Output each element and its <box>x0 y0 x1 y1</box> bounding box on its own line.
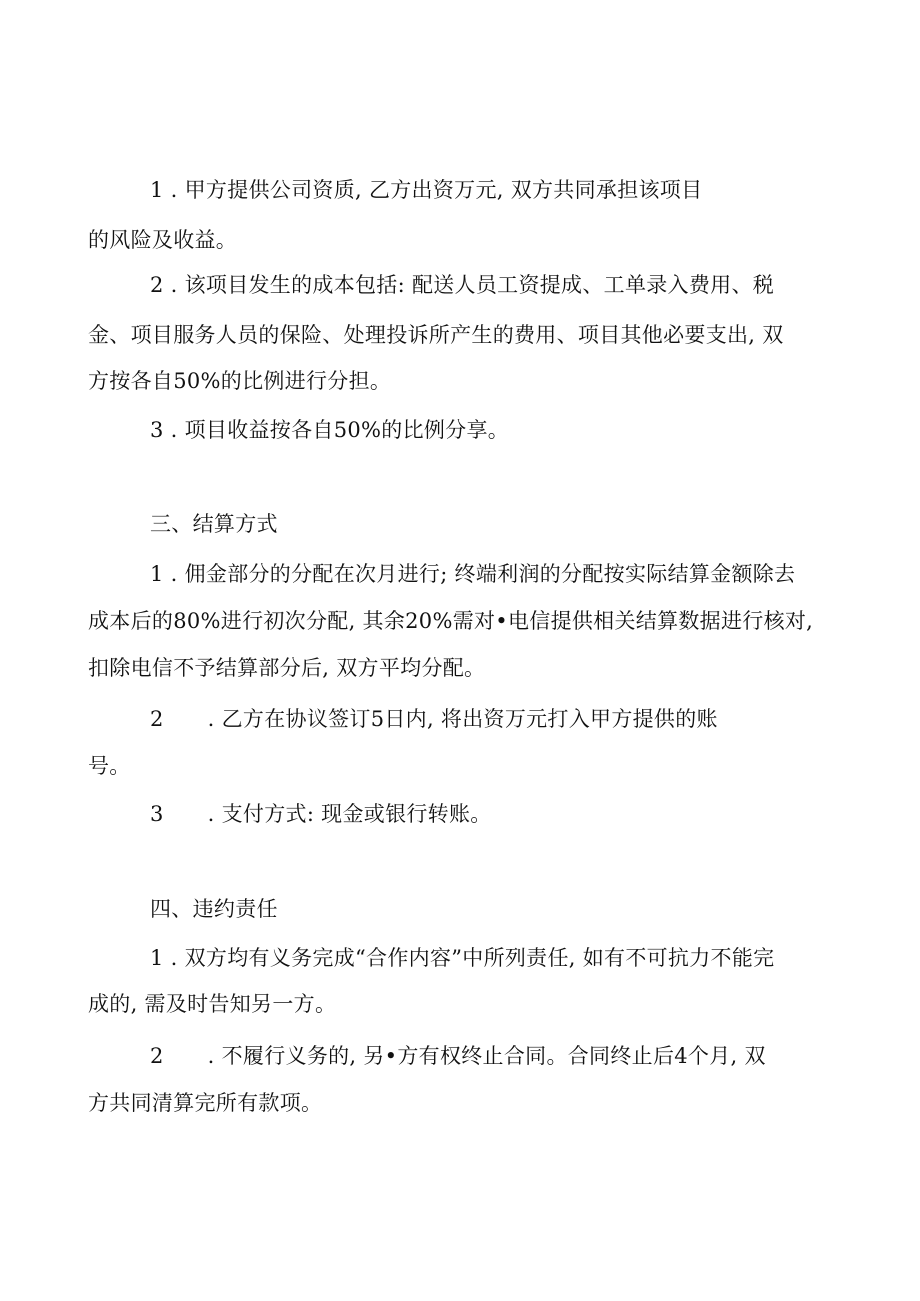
settlement-clause-2-line-1 <box>150 705 718 733</box>
clause-number: 2 <box>150 707 164 731</box>
clause-text: . 甲方提供公司资质, 乙方出资万元, 双方共同承担该项目 <box>170 178 703 202</box>
settlement-clause-2-line-2: 号。 <box>88 754 131 778</box>
settlement-clause-3-line-1 <box>150 800 492 828</box>
clause-number: 1 <box>150 178 164 202</box>
liability-clause-1-line-2: 成的, 需及时告知另一方。 <box>88 992 337 1016</box>
clause-2-line-2: 金、项目服务人员的保险、处理投诉所产生的费用、项目其他必要支出, 双 <box>88 323 784 347</box>
clause-text: . 支付方式: 现金或银行转账。 <box>207 802 492 826</box>
settlement-clause-1-line-2: 成本后的80%进行初次分配, 其余20%需对•电信提供相关结算数据进行核对, <box>88 609 814 633</box>
clause-1-line-1 <box>150 176 702 204</box>
settlement-clause-1-line-3: 扣除电信不予结算部分后, 双方平均分配。 <box>88 656 486 680</box>
clause-text: . 佣金部分的分配在次月进行; 终端利润的分配按实际结算金额除去 <box>170 562 796 586</box>
clause-2-line-3: 方按各自50%的比例进行分担。 <box>88 369 392 393</box>
clause-1-line-2: 的风险及收益。 <box>88 228 238 252</box>
clause-text: . 该项目发生的成本包括: 配送人员工资提成、工单录入费用、税 <box>170 273 775 297</box>
liability-clause-2-line-1 <box>150 1042 766 1070</box>
clause-number: 3 <box>150 802 164 826</box>
liability-clause-1-line-1 <box>150 944 774 972</box>
clause-text: . 不履行义务的, 另•方有权终止合同。合同终止后4个月, 双 <box>207 1044 766 1068</box>
clause-number: 3 <box>150 418 164 442</box>
clause-text: . 乙方在协议签订5日内, 将出资万元打入甲方提供的账 <box>207 707 718 731</box>
clause-text: . 项目收益按各自50%的比例分享。 <box>170 418 510 442</box>
clause-number: 1 <box>150 562 164 586</box>
section-heading-settlement: 三、结算方式 <box>150 512 278 536</box>
clause-2-line-1 <box>150 271 774 299</box>
clause-text: . 双方均有义务完成“合作内容”中所列责任, 如有不可抗力不能完 <box>170 946 775 970</box>
clause-number: 1 <box>150 946 164 970</box>
clause-3-line-1 <box>150 416 509 444</box>
liability-clause-2-line-2: 方共同清算完所有款项。 <box>88 1091 323 1115</box>
section-heading-liability: 四、违约责任 <box>150 897 278 921</box>
clause-number: 2 <box>150 1044 164 1068</box>
settlement-clause-1-line-1 <box>150 560 795 588</box>
clause-number: 2 <box>150 273 164 297</box>
